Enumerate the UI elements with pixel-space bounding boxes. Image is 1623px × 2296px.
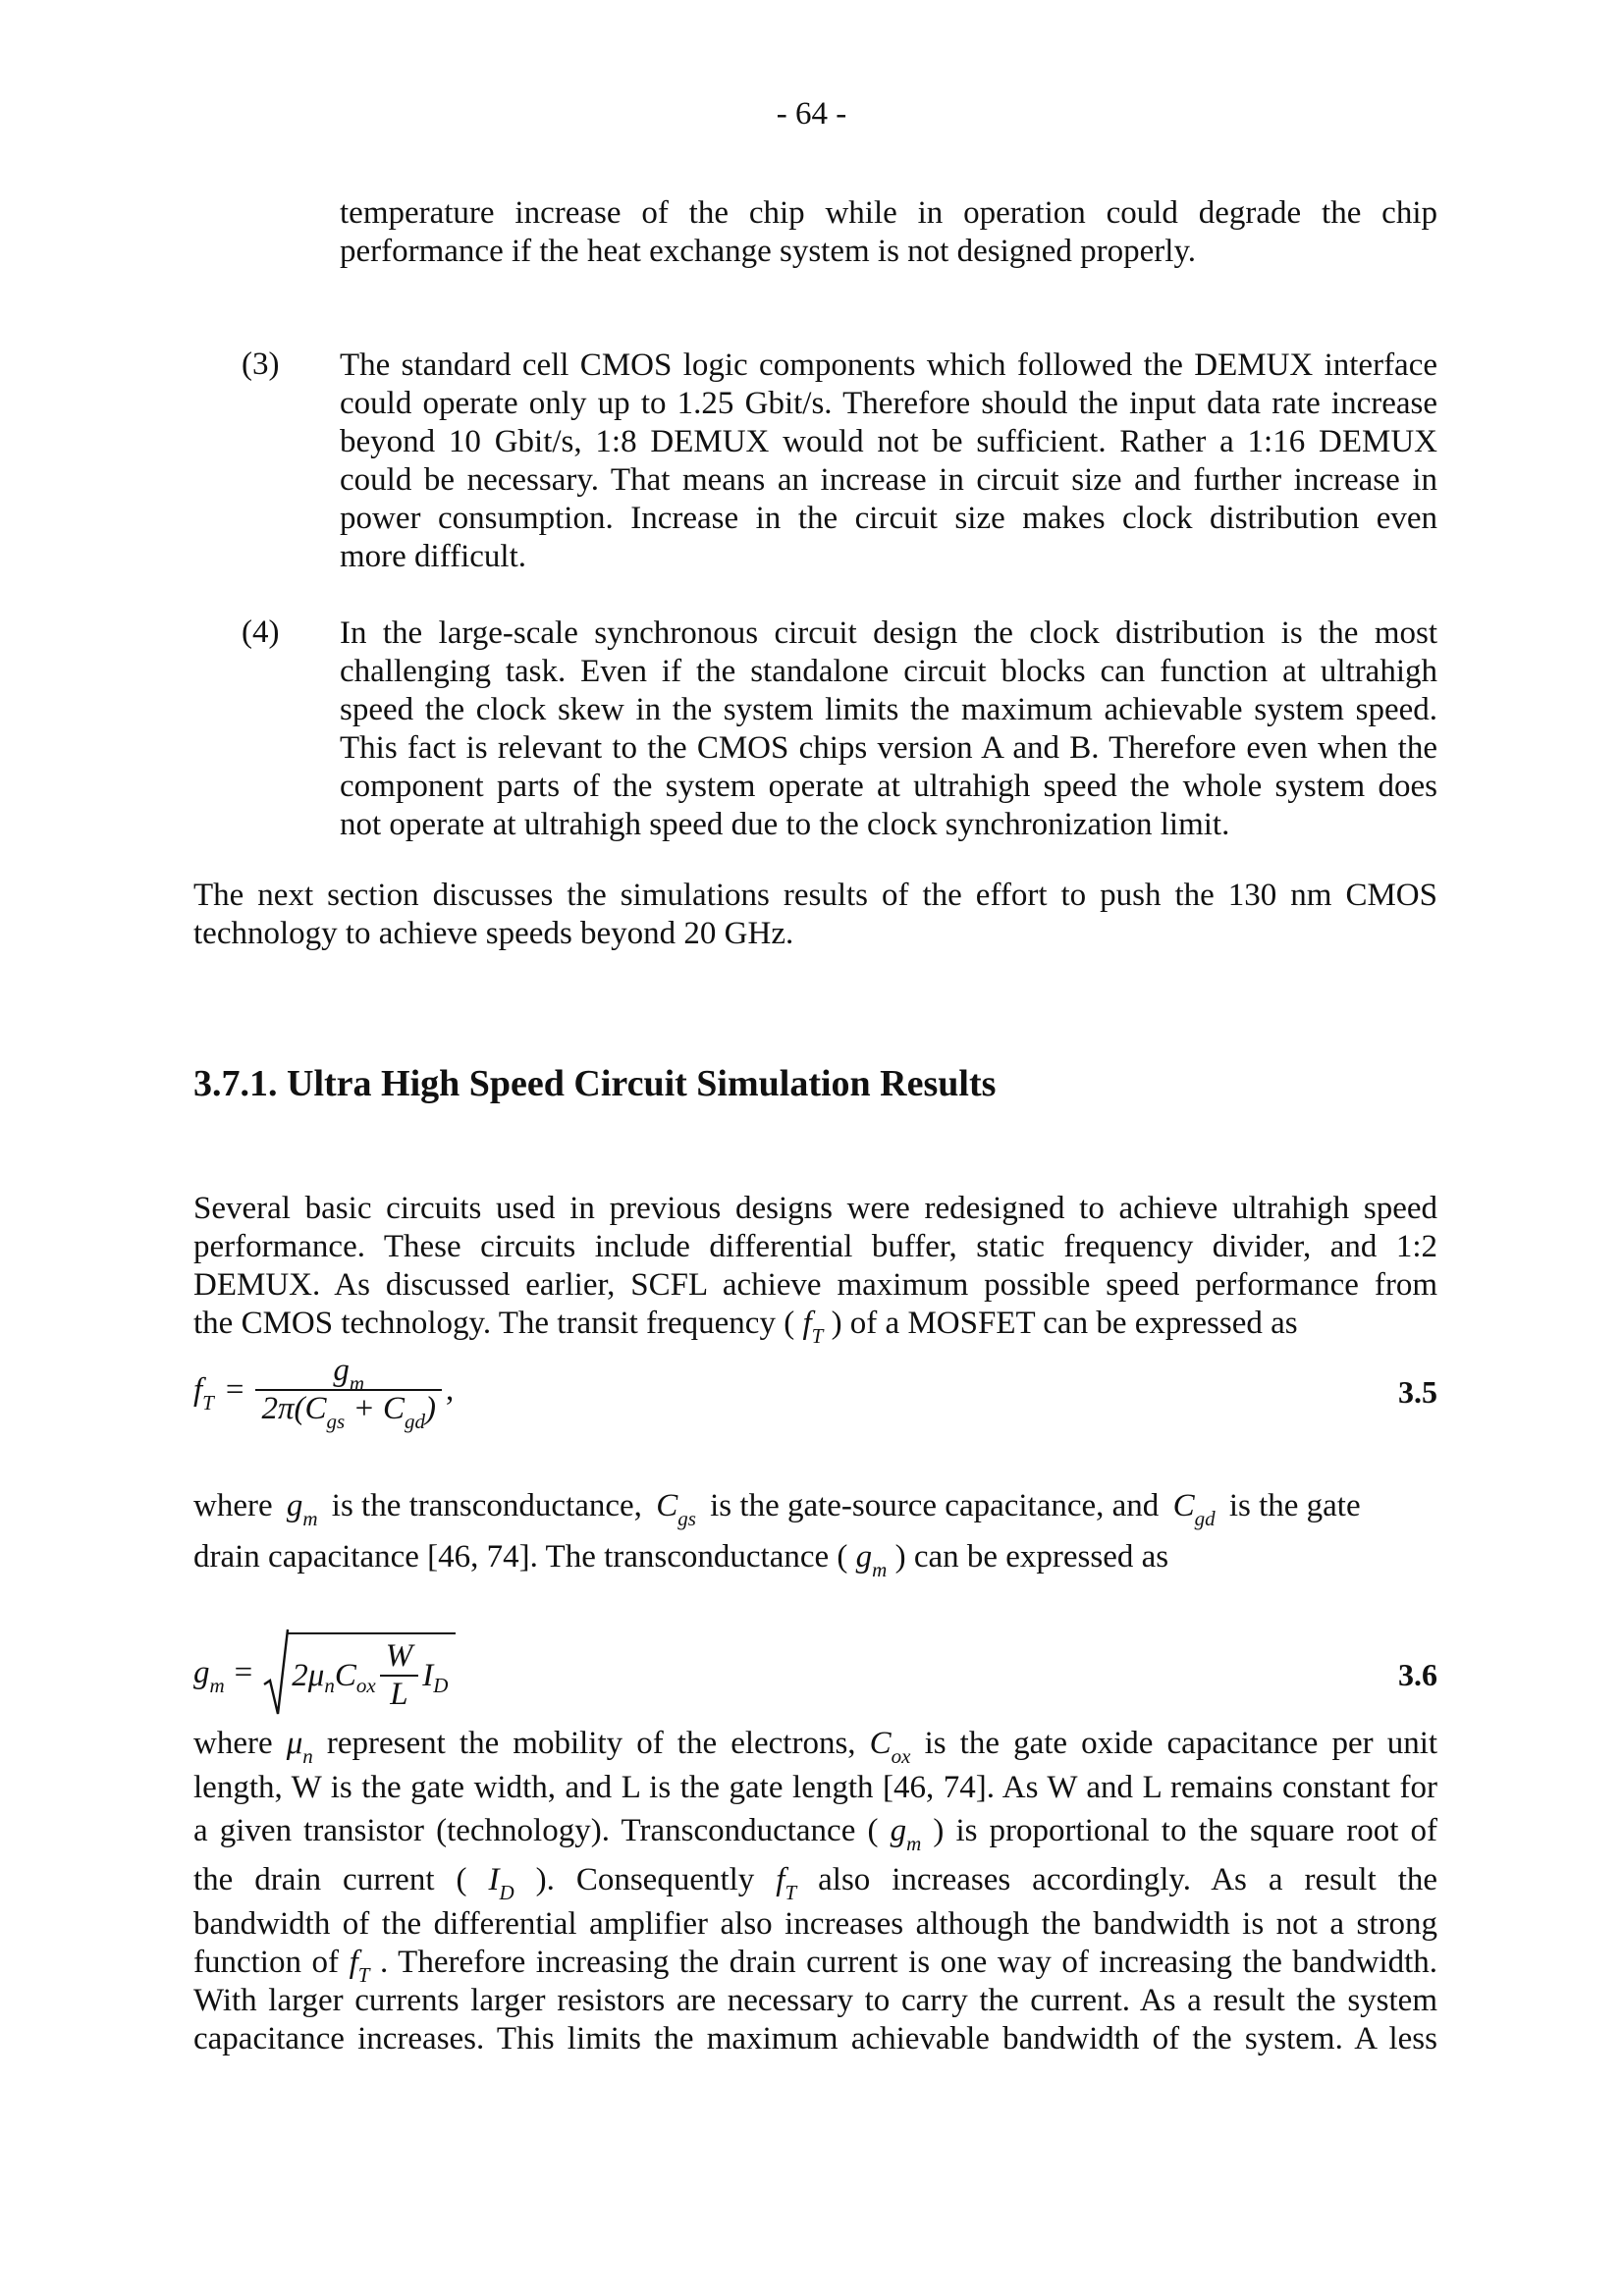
subscript-T: T [811, 1324, 824, 1348]
list-marker-4: (4) [242, 614, 280, 650]
equation-number-3-6: 3.6 [1398, 1657, 1437, 1692]
symbol-fT [349, 1945, 370, 1987]
text-line: speed the clock skew in the system limits the maximum achievable system speed. [340, 692, 1437, 727]
subscript-gd: gd [1194, 1507, 1216, 1530]
text-fragment: is the transconductance, [331, 1488, 642, 1523]
paragraph-next-section [193, 877, 1437, 953]
text-line: The standard cell CMOS logic components which followed the DEMUX interface [340, 347, 1437, 383]
subscript-m: m [302, 1507, 318, 1530]
fraction [255, 1353, 442, 1433]
text-fragment: drain capacitance [46, 74]. The transconductance ( [193, 1539, 848, 1575]
symbol-fT [776, 1862, 797, 1904]
text-line: With larger currents larger resistors are necessary to carry the current. As a result the system [193, 1983, 1437, 2018]
symbol-f: f [349, 1945, 358, 1980]
page-number: - 64 - [776, 96, 847, 132]
den-part: 2π(C [261, 1391, 327, 1426]
subscript-ox: ox [891, 1744, 911, 1768]
equation-comma: , [446, 1371, 455, 1408]
fraction-numerator: W [380, 1638, 419, 1677]
text-fragment: is the gate-source capacitance, and [710, 1488, 1160, 1523]
symbol-g: g [286, 1488, 303, 1523]
list-item-3 [340, 347, 1437, 576]
symbol-Cgd: $C_{gd}$ [1172, 1488, 1216, 1530]
subscript-T: T [357, 1963, 370, 1987]
text-line: beyond 10 Gbit/s, 1:8 DEMUX would not be sufficient. Rather a 1:16 DEMUX [340, 424, 1437, 459]
equation-lhs [193, 1654, 225, 1697]
fraction-numerator [255, 1353, 442, 1395]
subscript-D: D [499, 1881, 514, 1904]
subscript-gs: gs [326, 1410, 346, 1433]
text-line: could operate only up to 1.25 Gbit/s. Therefore should the input data rate increase [340, 386, 1437, 421]
symbol-g: g [855, 1539, 873, 1575]
text-line: This fact is relevant to the CMOS chips version A and B. Therefore even when the [340, 730, 1437, 766]
text-line: DEMUX. As discussed earlier, SCFL achieve maximum possible speed performance from [193, 1267, 1437, 1303]
text-fragment: also increases accordingly. As a result the [818, 1862, 1438, 1897]
den-part: + C [345, 1391, 405, 1426]
radicand-part: 2μ [292, 1657, 325, 1693]
paragraph-ultrahigh-speed [193, 1190, 1437, 1348]
subscript-m: m [349, 1371, 365, 1395]
subscript-T: T [784, 1881, 797, 1904]
section-heading: 3.7.1. Ultra High Speed Circuit Simulation Results [193, 1063, 997, 1104]
symbol-f: f [776, 1862, 785, 1897]
text-line: power consumption. Increase in the circuit size makes clock distribution even [340, 501, 1437, 536]
text-fragment: where [193, 1726, 273, 1761]
symbol-gm [286, 1488, 318, 1530]
symbol-mu-n: $\mu_n$ [286, 1726, 313, 1768]
radicand [288, 1632, 456, 1713]
symbol-ID: $I_D$ [488, 1862, 514, 1904]
radicand-part: C [334, 1657, 356, 1693]
text-fragment: . Therefore increasing the drain current is one way of increasing the bandwidth. [379, 1945, 1438, 1980]
text-line [193, 1305, 1437, 1348]
text-line: challenging task. Even if the standalone circuit blocks can function at ultrahigh [340, 654, 1437, 689]
text-fragment: ) is proportional to the square root of [933, 1813, 1437, 1848]
text-fragment: ) of a MOSFET can be expressed as [831, 1306, 1298, 1341]
text-fragment: is the gate oxide capacitance per unit [924, 1726, 1438, 1761]
subscript-m: m [906, 1832, 922, 1855]
text-line: The next section discusses the simulations results of the effort to push the 130 nm CMOS [193, 878, 1437, 913]
equation-3-5 [193, 1353, 455, 1433]
symbol-gm [855, 1539, 888, 1581]
text-line [193, 1812, 1437, 1861]
text-line: performance if the heat exchange system is not designed properly. [340, 234, 1197, 269]
equals-sign: = [225, 1371, 244, 1408]
text-fragment: represent the mobility of the electrons, [326, 1726, 856, 1761]
radical-sign [262, 1628, 290, 1718]
symbol-f: f [802, 1306, 812, 1341]
text-line: capacitance increases. This limits the maximum achievable bandwidth of the system. A less [193, 2021, 1437, 2056]
paragraph-continuation [340, 194, 1437, 271]
subscript-T: T [202, 1390, 214, 1415]
text-line [193, 1538, 1437, 1581]
equation-number-3-5: 3.5 [1398, 1374, 1437, 1410]
subscript-m: m [209, 1673, 225, 1697]
list-marker-3: (3) [242, 347, 280, 382]
text-line: In the large-scale synchronous circuit design the clock distribution is the most [340, 615, 1437, 651]
fraction [380, 1638, 419, 1713]
symbol-fT [802, 1306, 824, 1348]
text-fragment: the CMOS technology. The transit frequency ( [193, 1306, 795, 1341]
symbol-g: g [333, 1353, 350, 1388]
text-line [193, 1725, 1437, 1769]
text-line: performance. These circuits include differential buffer, static frequency divider, and 1:2 [193, 1229, 1437, 1264]
text-line: component parts of the system operate at ultrahigh speed the whole system does [340, 769, 1437, 804]
subscript-ox: ox [355, 1673, 376, 1697]
symbol-Cox: $C_{ox}$ [869, 1726, 911, 1768]
den-part: ) [425, 1391, 436, 1426]
symbol-g: g [890, 1813, 907, 1848]
text-line: bandwidth of the differential amplifier also increases although the bandwidth is not a strong [193, 1906, 1437, 1942]
text-fragment: function of [193, 1945, 340, 1980]
text-fragment: is the gate [1228, 1488, 1361, 1523]
symbol-f: f [193, 1371, 203, 1408]
text-line: more difficult. [340, 539, 527, 574]
text-line [193, 1861, 1437, 1905]
text-fragment: a given transistor (technology). Transconductance ( [193, 1813, 879, 1848]
paragraph-where-1 [193, 1487, 1437, 1581]
subscript-gs: gs [677, 1507, 696, 1530]
symbol-gm [890, 1813, 922, 1855]
text-line: could be necessary. That means an increase in circuit size and further increase in [340, 462, 1437, 498]
text-line: Several basic circuits used in previous designs were redesigned to achieve ultrahigh speed [193, 1191, 1437, 1226]
equation-3-6 [193, 1628, 456, 1718]
text-line: not operate at ultrahigh speed due to the clock synchronization limit. [340, 807, 1230, 842]
text-line: temperature increase of the chip while in operation could degrade the chip [340, 195, 1437, 231]
fraction-denominator: L [390, 1677, 408, 1712]
text-fragment: the drain current ( [193, 1862, 467, 1897]
text-fragment: where [193, 1488, 273, 1523]
radicand-part: I [422, 1657, 434, 1693]
text-line: technology to achieve speeds beyond 20 GHz. [193, 916, 794, 951]
text-line: length, W is the gate width, and L is the gate length [46, 74]. As W and L remains constant for [193, 1770, 1437, 1805]
symbol-Cgs: $C_{gs}$ [656, 1488, 696, 1530]
subscript-D: D [433, 1673, 449, 1697]
symbol-g: g [193, 1654, 210, 1690]
text-fragment: ). Consequently [535, 1862, 755, 1897]
list-item-4 [340, 614, 1437, 844]
subscript-m: m [872, 1558, 888, 1581]
equals-sign: = [234, 1654, 253, 1690]
text-line [193, 1944, 1438, 1987]
subscript-gd: gd [405, 1410, 425, 1433]
text-fragment: ) can be expressed as [894, 1539, 1169, 1575]
equation-lhs [193, 1371, 214, 1415]
fraction-denominator [255, 1391, 442, 1433]
text-line [193, 1487, 1437, 1538]
subscript-n: n [302, 1744, 313, 1768]
subscript-n: n [324, 1673, 335, 1697]
paragraph-where-2 [193, 1725, 1437, 2058]
